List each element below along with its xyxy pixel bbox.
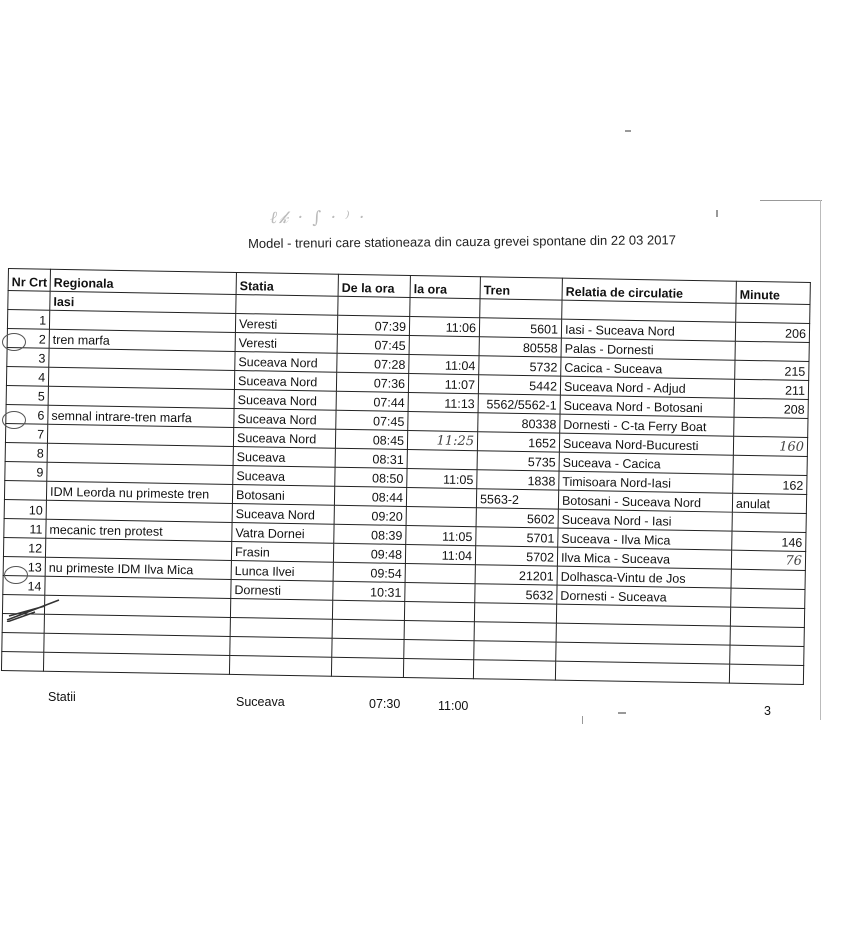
document-title: Model - trenuri care stationeaza din cauza grevei spontane din 22 03 2017 <box>248 232 676 251</box>
row-la-ora: 11:25 <box>407 431 477 451</box>
row-statia: Suceava Nord <box>234 389 336 410</box>
empty-cell <box>230 598 332 619</box>
row-regionala-note: nu primeste IDM Ilva Mica <box>45 557 231 579</box>
handwritten-circle-mark <box>4 566 28 584</box>
row-tren: 80558 <box>479 337 561 357</box>
row-la-ora: 11:05 <box>407 468 477 488</box>
row-nr: 10 <box>4 499 46 519</box>
row-minute: 211 <box>734 379 808 399</box>
row-minute: 162 <box>733 474 807 494</box>
row-tren: 80338 <box>478 413 560 433</box>
row-nr: 1 <box>7 310 49 330</box>
row-relatia: Iasi - Suceava Nord <box>561 319 735 341</box>
handwritten-circle-mark <box>2 333 26 351</box>
row-tren: 5701 <box>476 527 558 547</box>
row-nr: 3 <box>7 347 49 367</box>
scan-speck <box>760 200 822 201</box>
pen-scribble-mark <box>5 596 61 622</box>
row-nr: 4 <box>6 366 48 386</box>
row-minute: 208 <box>734 398 808 418</box>
row-de-la: 09:54 <box>333 562 405 582</box>
header-statia: Statia <box>236 272 338 296</box>
row-relatia: Botosani - Suceava Nord <box>558 490 732 512</box>
regionala-subheader: Iasi <box>50 291 236 313</box>
row-de-la: 07:45 <box>336 410 408 430</box>
row-tren: 5601 <box>479 318 561 338</box>
scan-speck <box>582 716 583 724</box>
row-tren: 5702 <box>475 546 557 566</box>
row-de-la: 07:45 <box>337 334 409 354</box>
row-la-ora <box>407 449 477 469</box>
row-statia: Veresti <box>235 313 337 334</box>
row-minute: 206 <box>735 322 809 342</box>
row-la-ora: 11:04 <box>405 544 475 564</box>
empty-cell <box>332 619 404 639</box>
row-tren: 21201 <box>475 565 557 585</box>
row-minute <box>733 455 807 475</box>
empty-cell <box>332 638 404 658</box>
row-tren: 5632 <box>475 584 557 604</box>
row-de-la: 09:48 <box>333 543 405 563</box>
row-tren: 5735 <box>477 451 559 471</box>
row-de-la: 08:50 <box>335 467 407 487</box>
row-nr: 13 <box>3 556 45 576</box>
row-minute: anulat <box>732 493 806 513</box>
row-la-ora <box>405 582 475 602</box>
row-relatia: Suceava Nord - Adjud <box>560 376 734 398</box>
row-de-la: 07:28 <box>337 353 409 373</box>
handwritten-circle-mark <box>2 411 26 429</box>
empty-cell <box>43 652 229 674</box>
row-de-la: 07:36 <box>336 372 408 392</box>
empty-cell <box>229 655 331 676</box>
row-statia: Suceava Nord <box>234 370 336 391</box>
header-nr: Nr Crt <box>8 269 50 292</box>
row-statia: Veresti <box>235 332 337 353</box>
row-nr: 14 <box>3 575 45 595</box>
empty-cell <box>473 660 555 680</box>
footer-to-time: 11:00 <box>438 699 469 713</box>
row-la-ora: 11:05 <box>406 525 476 545</box>
row-minute <box>735 341 809 361</box>
row-la-ora <box>406 506 476 526</box>
row-nr: 2 <box>7 328 49 348</box>
row-regionala-note: semnal intrare-tren marfa <box>48 405 234 427</box>
row-nr: 9 <box>5 461 47 481</box>
row-nr: 12 <box>3 537 45 557</box>
row-tren: 5562/5562-1 <box>478 394 560 414</box>
row-regionala-note <box>45 576 231 598</box>
row-relatia: Suceava Nord - Botosani <box>560 395 734 417</box>
row-la-ora <box>408 412 478 432</box>
table-body <box>1 310 809 685</box>
row-relatia: Cacica - Suceava <box>561 357 735 379</box>
row-nr: 11 <box>4 518 46 538</box>
row-statia: Suceava <box>233 465 335 486</box>
header-tren: Tren <box>480 277 562 300</box>
empty-cell <box>729 664 803 684</box>
row-regionala-note: IDM Leorda nu primeste tren <box>46 481 232 503</box>
row-tren: 5602 <box>476 508 558 528</box>
row-la-ora: 11:13 <box>408 393 478 413</box>
empty-cell <box>230 636 332 657</box>
empty-cell <box>230 617 332 638</box>
row-statia: Lunca Ilvei <box>231 560 333 581</box>
page-number: 3 <box>764 704 771 718</box>
row-minute: 215 <box>735 360 809 380</box>
faded-handwriting: ℓ𝓀 · ∫ · ⁾ · <box>270 208 367 228</box>
row-de-la: 10:31 <box>333 581 405 601</box>
row-statia: Suceava Nord <box>234 408 336 429</box>
row-la-ora <box>406 487 476 507</box>
row-relatia: Dolhasca-Vintu de Jos <box>557 566 731 588</box>
row-relatia: Suceava Nord - Iasi <box>558 509 732 531</box>
empty-cell <box>1 651 43 671</box>
header-regionala: Regionala <box>50 269 236 294</box>
row-de-la: 07:44 <box>336 391 408 411</box>
empty-cell <box>730 645 804 665</box>
empty-cell <box>404 620 474 640</box>
empty-cell <box>730 626 804 646</box>
header-relatia: Relatia de circulatie <box>562 278 736 303</box>
row-tren: 5563-2 <box>476 489 558 509</box>
empty-cell <box>474 641 556 661</box>
empty-cell <box>403 658 473 678</box>
scan-speck <box>618 712 626 714</box>
row-relatia: Dornesti - Suceava <box>557 585 731 607</box>
row-de-la: 08:44 <box>334 486 406 506</box>
row-la-ora: 11:06 <box>409 317 479 337</box>
row-statia: Suceava Nord <box>235 351 337 372</box>
scan-speck <box>716 210 718 217</box>
row-nr: 6 <box>6 404 48 424</box>
row-tren: 5732 <box>479 356 561 376</box>
row-la-ora: 11:04 <box>409 355 479 375</box>
empty-cell <box>474 622 556 642</box>
row-statia: Suceava <box>233 446 335 467</box>
row-relatia: Suceava - Ilva Mica <box>558 528 732 550</box>
row-nr: 7 <box>5 423 47 443</box>
row-la-ora <box>409 336 479 356</box>
row-minute <box>731 569 805 589</box>
row-de-la: 08:45 <box>335 429 407 449</box>
row-relatia: Timisoara Nord-Iasi <box>559 471 733 493</box>
trains-table <box>1 268 811 685</box>
row-statia: Botosani <box>232 484 334 505</box>
row-tren: 5442 <box>478 375 560 395</box>
row-regionala-note: tren marfa <box>49 329 235 351</box>
row-de-la: 08:39 <box>334 524 406 544</box>
row-la-ora: 11:07 <box>408 374 478 394</box>
scan-speck <box>625 130 631 132</box>
empty-cell <box>404 639 474 659</box>
row-relatia: Palas - Dornesti <box>561 338 735 360</box>
row-statia: Frasin <box>231 541 333 562</box>
row-tren: 1838 <box>477 470 559 490</box>
row-relatia: Suceava Nord-Bucuresti <box>559 433 733 455</box>
row-la-ora <box>405 563 475 583</box>
row-nr: 5 <box>6 385 48 405</box>
row-de-la: 09:20 <box>334 505 406 525</box>
row-relatia: Suceava - Cacica <box>559 452 733 474</box>
row-relatia: Dornesti - C-ta Ferry Boat <box>560 414 734 436</box>
row-statia: Dornesti <box>231 579 333 600</box>
row-minute: 76 <box>731 550 805 570</box>
row-statia: Vatra Dornei <box>232 522 334 543</box>
empty-cell <box>555 661 729 683</box>
footer-statii: Statii <box>48 690 76 704</box>
row-relatia: Ilva Mica - Suceava <box>557 547 731 569</box>
row-tren: 1652 <box>477 432 559 452</box>
empty-cell <box>2 632 44 652</box>
empty-cell <box>730 607 804 627</box>
empty-cell <box>474 603 556 623</box>
row-regionala-note: mecanic tren protest <box>46 519 232 541</box>
header-minute: Minute <box>736 281 810 304</box>
footer-station: Suceava <box>236 695 285 709</box>
row-minute <box>732 512 806 532</box>
row-minute <box>731 588 805 608</box>
row-de-la: 08:31 <box>335 448 407 468</box>
header-de-la: De la ora <box>338 274 410 297</box>
empty-cell <box>331 657 403 677</box>
row-nr: 8 <box>5 442 47 462</box>
empty-cell <box>332 600 404 620</box>
scan-speck <box>820 200 821 720</box>
row-minute: 160 <box>733 436 807 456</box>
row-de-la: 07:39 <box>337 315 409 335</box>
row-statia: Suceava Nord <box>232 503 334 524</box>
row-minute: 146 <box>732 531 806 551</box>
row-minute <box>734 417 808 437</box>
footer-from-time: 07:30 <box>369 697 401 711</box>
header-la-ora: la ora <box>410 276 480 299</box>
strike-table-sheet <box>1 268 811 685</box>
empty-cell <box>404 601 474 621</box>
row-nr <box>4 480 46 500</box>
row-statia: Suceava Nord <box>233 427 335 448</box>
